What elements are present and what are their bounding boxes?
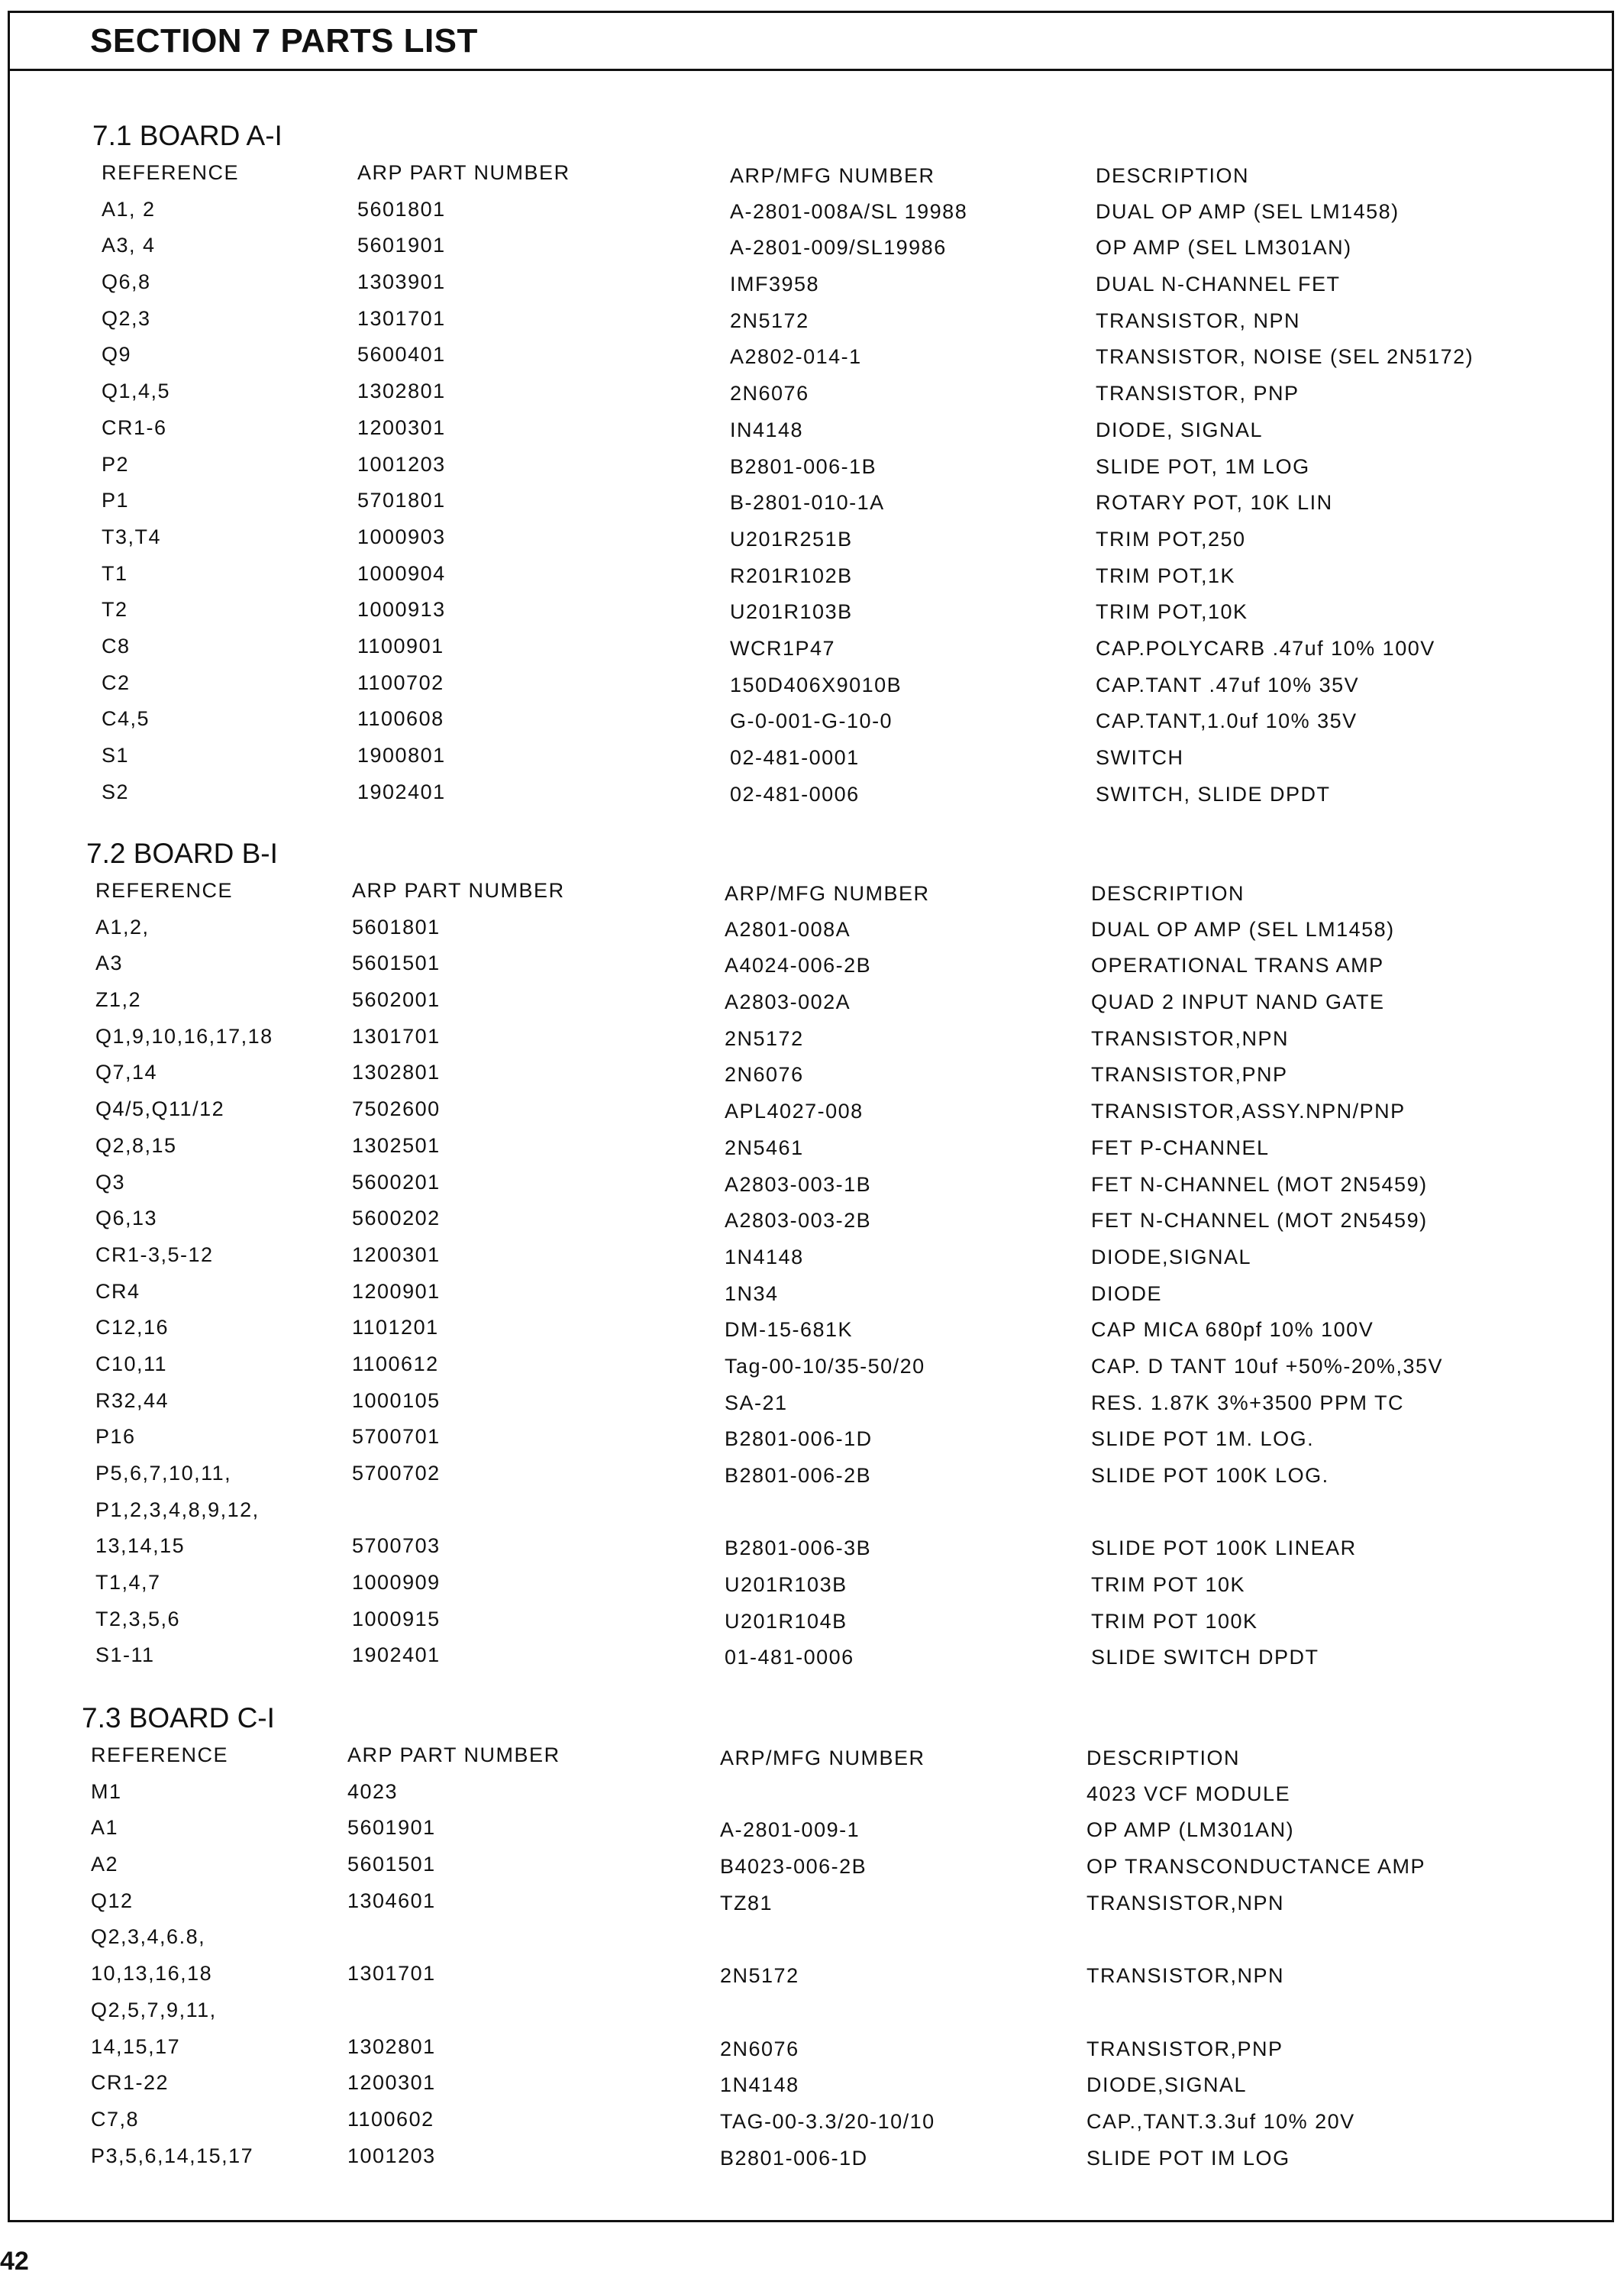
board-section-title: 7.3 BOARD C-I: [82, 1702, 275, 1734]
reference-cell: P3,5,6,14,15,17: [91, 2144, 254, 2167]
reference-cell: S1-11: [95, 1643, 155, 1667]
description-cell: CAP MICA 680pf 10% 100V: [1091, 1318, 1374, 1342]
table-row: [10, 738, 1612, 774]
table-row: [10, 1310, 1612, 1346]
description-cell: TRIM POT,10K: [1096, 600, 1248, 624]
reference-cell: A1,2,: [95, 915, 150, 939]
reference-cell: C2: [102, 670, 131, 694]
mfg-number-cell: B2801-006-1D: [720, 2146, 868, 2170]
reference-cell: P1: [102, 489, 130, 512]
mfg-number-cell: B4023-006-2B: [720, 1855, 867, 1879]
table-row: [10, 1637, 1612, 1674]
mfg-number-cell: U201R104B: [725, 1609, 848, 1633]
reference-cell: A3: [95, 952, 124, 975]
table-row: [10, 1128, 1612, 1165]
reference-cell: Q7,14: [95, 1061, 158, 1084]
table-row: [10, 1456, 1612, 1492]
mfg-number-cell: A2803-002A: [725, 990, 851, 1014]
arp-part-number-cell: 1302801: [357, 380, 446, 403]
reference-cell: Q2,3,4,6.8,: [91, 1925, 206, 1949]
description-cell: DIODE,SIGNAL: [1091, 1245, 1252, 1268]
table-row: [10, 701, 1612, 738]
mfg-number-cell: 2N5172: [720, 1964, 799, 1988]
mfg-number-cell: A2801-008A: [725, 917, 851, 941]
table-row: [10, 1774, 1612, 1811]
reference-cell: T1,4,7: [95, 1571, 161, 1595]
reference-cell: Q9: [102, 343, 132, 367]
column-header: ARP/MFG NUMBER: [730, 164, 935, 187]
description-cell: SLIDE POT IM LOG: [1086, 2146, 1290, 2170]
description-cell: CAP.TANT,1.0uf 10% 35V: [1096, 709, 1358, 733]
mfg-number-cell: B2801-006-2B: [725, 1464, 872, 1487]
description-cell: OP TRANSCONDUCTANCE AMP: [1086, 1855, 1426, 1879]
arp-part-number-cell: 1302801: [352, 1061, 441, 1084]
page-title: SECTION 7 PARTS LIST: [90, 21, 478, 60]
mfg-number-cell: 2N5172: [730, 309, 809, 332]
description-cell: TRANSISTOR,NPN: [1091, 1026, 1290, 1050]
mfg-number-cell: B2801-006-1B: [730, 454, 877, 478]
table-row: [10, 447, 1612, 483]
arp-part-number-cell: 1101201: [352, 1316, 439, 1339]
reference-cell: S2: [102, 780, 130, 803]
description-cell: DUAL OP AMP (SEL LM1458): [1091, 917, 1395, 941]
reference-cell: T1: [102, 561, 128, 585]
reference-cell: T3,T4: [102, 525, 162, 548]
mfg-number-cell: A-2801-008A/SL 19988: [730, 199, 968, 223]
table-row: [10, 1419, 1612, 1456]
arp-part-number-cell: 1301701: [352, 1024, 441, 1048]
arp-part-number-cell: 1200301: [347, 2071, 436, 2095]
table-row: [10, 1165, 1612, 1201]
reference-cell: R32,44: [95, 1388, 170, 1412]
description-cell: FET N-CHANNEL (MOT 2N5459): [1091, 1209, 1428, 1233]
table-row: [10, 1237, 1612, 1274]
mfg-number-cell: A-2801-009-1: [720, 1818, 860, 1842]
reference-cell: Q1,9,10,16,17,18: [95, 1024, 273, 1048]
mfg-number-cell: 2N5172: [725, 1026, 804, 1050]
description-cell: TRIM POT,250: [1096, 527, 1246, 551]
column-header-row: [10, 1737, 1612, 1774]
table-row: [10, 337, 1612, 373]
table-row: [10, 1528, 1612, 1565]
arp-part-number-cell: 1100602: [347, 2107, 434, 2131]
reference-cell: M1: [91, 1779, 122, 1803]
description-cell: TRANSISTOR, NPN: [1096, 309, 1301, 332]
arp-part-number-cell: 1200301: [352, 1242, 441, 1266]
table-row: [10, 556, 1612, 593]
board-section-1: [10, 117, 1612, 810]
description-cell: SLIDE SWITCH DPDT: [1091, 1646, 1319, 1669]
reference-cell: Q3: [95, 1170, 126, 1194]
arp-part-number-cell: 5700703: [352, 1534, 441, 1558]
table-row: [10, 1992, 1612, 2029]
table-row: [10, 228, 1612, 264]
mfg-number-cell: 1N4148: [725, 1245, 804, 1268]
description-cell: TRANSISTOR,PNP: [1091, 1063, 1288, 1087]
arp-part-number-cell: 1000915: [352, 1607, 441, 1630]
mfg-number-cell: A4024-006-2B: [725, 954, 872, 977]
reference-cell: S1: [102, 744, 130, 767]
description-cell: SLIDE POT 100K LOG.: [1091, 1464, 1329, 1487]
reference-cell: C8: [102, 634, 131, 658]
mfg-number-cell: A2803-003-2B: [725, 1209, 872, 1233]
mfg-number-cell: DM-15-681K: [725, 1318, 854, 1342]
description-cell: SWITCH, SLIDE DPDT: [1096, 782, 1331, 806]
mfg-number-cell: B-2801-010-1A: [730, 491, 885, 515]
description-cell: ROTARY POT, 10K LIN: [1096, 491, 1333, 515]
mfg-number-cell: U201R103B: [730, 600, 853, 624]
description-cell: QUAD 2 INPUT NAND GATE: [1091, 990, 1385, 1014]
description-cell: OP AMP (SEL LM301AN): [1096, 236, 1352, 260]
table-row: [10, 2102, 1612, 2138]
mfg-number-cell: 02-481-0006: [730, 782, 860, 806]
arp-part-number-cell: 4023: [347, 1779, 399, 1803]
description-cell: CAP.TANT .47uf 10% 35V: [1096, 673, 1360, 696]
mfg-number-cell: IMF3958: [730, 273, 820, 296]
arp-part-number-cell: 1902401: [352, 1643, 441, 1667]
description-cell: 4023 VCF MODULE: [1086, 1782, 1291, 1805]
description-cell: DIODE: [1091, 1281, 1163, 1305]
arp-part-number-cell: 1001203: [357, 452, 446, 476]
description-cell: FET P-CHANNEL: [1091, 1136, 1270, 1159]
reference-cell: C7,8: [91, 2107, 140, 2131]
table-row: [10, 1019, 1612, 1055]
table-row: [10, 1919, 1612, 1956]
arp-part-number-cell: 7502600: [352, 1097, 441, 1121]
board-section-2: [10, 835, 1612, 1674]
description-cell: CAP.POLYCARB .47uf 10% 100V: [1096, 636, 1435, 660]
arp-part-number-cell: 5601901: [357, 234, 446, 257]
description-cell: OP AMP (LM301AN): [1086, 1818, 1295, 1842]
reference-cell: 10,13,16,18: [91, 1962, 213, 1986]
table-row: [10, 1383, 1612, 1420]
mfg-number-cell: R201R102B: [730, 564, 853, 587]
mfg-number-cell: TAG-00-3.3/20-10/10: [720, 2109, 935, 2133]
arp-part-number-cell: 5701801: [357, 489, 446, 512]
arp-part-number-cell: 5600202: [352, 1207, 441, 1230]
arp-part-number-cell: 5700702: [352, 1462, 441, 1485]
description-cell: TRANSISTOR, NOISE (SEL 2N5172): [1096, 345, 1474, 369]
description-cell: TRANSISTOR,ASSY.NPN/PNP: [1091, 1100, 1406, 1123]
reference-cell: CR4: [95, 1279, 140, 1303]
reference-cell: Q2,5,7,9,11,: [91, 1998, 217, 2021]
arp-part-number-cell: 1000903: [357, 525, 446, 548]
reference-cell: Q6,8: [102, 270, 151, 294]
table-row: [10, 1055, 1612, 1091]
arp-part-number-cell: 1902401: [357, 780, 446, 803]
description-cell: TRANSISTOR, PNP: [1096, 382, 1300, 406]
reference-cell: P1,2,3,4,8,9,12,: [95, 1498, 260, 1521]
mfg-number-cell: IN4148: [730, 418, 804, 441]
table-row: [10, 1565, 1612, 1601]
arp-part-number-cell: 5601801: [352, 915, 441, 939]
table-row: [10, 1200, 1612, 1237]
mfg-number-cell: APL4027-008: [725, 1100, 864, 1123]
description-cell: TRANSISTOR,NPN: [1086, 1964, 1285, 1988]
table-row: [10, 1274, 1612, 1310]
reference-cell: C10,11: [95, 1352, 168, 1375]
arp-part-number-cell: 5602001: [352, 988, 441, 1012]
mfg-number-cell: B2801-006-3B: [725, 1536, 872, 1560]
table-row: [10, 665, 1612, 702]
column-header-row: [10, 155, 1612, 192]
reference-cell: A3, 4: [102, 234, 156, 257]
arp-part-number-cell: 1302501: [352, 1133, 441, 1157]
reference-cell: A1, 2: [102, 197, 156, 221]
description-cell: TRIM POT 10K: [1091, 1573, 1246, 1597]
table-row: [10, 301, 1612, 338]
column-header-row: [10, 873, 1612, 910]
reference-cell: Q6,13: [95, 1207, 158, 1230]
table-row: [10, 945, 1612, 982]
description-cell: FET N-CHANNEL (MOT 2N5459): [1091, 1172, 1428, 1196]
table-row: [10, 2029, 1612, 2066]
reference-cell: Q12: [91, 1889, 134, 1912]
arp-part-number-cell: 1301701: [357, 306, 446, 330]
description-cell: TRANSISTOR,NPN: [1086, 1891, 1285, 1915]
reference-cell: C12,16: [95, 1316, 170, 1339]
arp-part-number-cell: 1000904: [357, 561, 446, 585]
column-header: ARP PART NUMBER: [347, 1743, 560, 1766]
arp-part-number-cell: 1900801: [357, 744, 446, 767]
table-row: [10, 1810, 1612, 1847]
arp-part-number-cell: 1200901: [352, 1279, 441, 1303]
table-row: [10, 774, 1612, 811]
description-cell: DUAL OP AMP (SEL LM1458): [1096, 199, 1400, 223]
arp-part-number-cell: 1302801: [347, 2034, 436, 2058]
board-section-title: 7.1 BOARD A-I: [92, 120, 283, 151]
column-header: DESCRIPTION: [1086, 1747, 1241, 1769]
reference-cell: P2: [102, 452, 130, 476]
mfg-number-cell: 02-481-0001: [730, 746, 860, 769]
mfg-number-cell: 2N6076: [725, 1063, 804, 1087]
reference-cell: P5,6,7,10,11,: [95, 1462, 232, 1485]
parts-list-frame: [8, 11, 1614, 2222]
arp-part-number-cell: 1200301: [357, 415, 446, 439]
mfg-number-cell: 2N6076: [720, 2037, 799, 2060]
mfg-number-cell: WCR1P47: [730, 636, 836, 660]
table-row: [10, 1091, 1612, 1128]
arp-part-number-cell: 1000105: [352, 1388, 441, 1412]
arp-part-number-cell: 5601501: [352, 952, 441, 975]
reference-cell: T2,3,5,6: [95, 1607, 181, 1630]
table-row: [10, 410, 1612, 447]
column-header: ARP PART NUMBER: [352, 879, 565, 902]
column-header: REFERENCE: [91, 1743, 229, 1766]
arp-part-number-cell: 1100608: [357, 707, 444, 731]
description-cell: CAP.,TANT.3.3uf 10% 20V: [1086, 2109, 1355, 2133]
reference-cell: Q2,8,15: [95, 1133, 177, 1157]
description-cell: TRIM POT 100K: [1091, 1609, 1258, 1633]
table-row: [10, 483, 1612, 519]
column-header: ARP PART NUMBER: [357, 161, 570, 184]
arp-part-number-cell: 1000913: [357, 598, 446, 622]
reference-cell: Q4/5,Q11/12: [95, 1097, 225, 1121]
column-header: DESCRIPTION: [1096, 164, 1250, 187]
reference-cell: P16: [95, 1425, 136, 1449]
reference-cell: 13,14,15: [95, 1534, 186, 1558]
mfg-number-cell: B2801-006-1D: [725, 1427, 873, 1451]
mfg-number-cell: U201R103B: [725, 1573, 848, 1597]
arp-part-number-cell: 1100901: [357, 634, 444, 658]
mfg-number-cell: A2803-003-1B: [725, 1172, 872, 1196]
column-header: REFERENCE: [95, 879, 234, 902]
reference-cell: 14,15,17: [91, 2034, 181, 2058]
column-header: ARP/MFG NUMBER: [725, 882, 930, 905]
table-row: [10, 264, 1612, 301]
mfg-number-cell: 2N6076: [730, 382, 809, 406]
mfg-number-cell: A-2801-009/SL19986: [730, 236, 947, 260]
table-row: [10, 1492, 1612, 1529]
mfg-number-cell: U201R251B: [730, 527, 853, 551]
mfg-number-cell: 1N4148: [720, 2073, 799, 2097]
table-row: [10, 910, 1612, 946]
table-row: [10, 2138, 1612, 2175]
column-header: REFERENCE: [102, 161, 240, 184]
table-row: [10, 628, 1612, 665]
description-cell: CAP. D TANT 10uf +50%-20%,35V: [1091, 1354, 1443, 1378]
description-cell: SLIDE POT 100K LINEAR: [1091, 1536, 1357, 1560]
reference-cell: Z1,2: [95, 988, 142, 1012]
arp-part-number-cell: 1100612: [352, 1352, 439, 1375]
column-header: DESCRIPTION: [1091, 882, 1245, 905]
mfg-number-cell: 1N34: [725, 1281, 779, 1305]
arp-part-number-cell: 1100702: [357, 670, 444, 694]
table-row: [10, 1601, 1612, 1638]
board-section-3: [10, 1699, 1612, 2174]
arp-part-number-cell: 5601801: [357, 197, 446, 221]
arp-part-number-cell: 5601901: [347, 1816, 436, 1840]
arp-part-number-cell: 1000909: [352, 1571, 441, 1595]
arp-part-number-cell: 5600201: [352, 1170, 441, 1194]
column-header: ARP/MFG NUMBER: [720, 1747, 925, 1769]
arp-part-number-cell: 1304601: [347, 1889, 436, 1912]
reference-cell: T2: [102, 598, 128, 622]
arp-part-number-cell: 5600401: [357, 343, 446, 367]
table-row: [10, 982, 1612, 1019]
table-row: [10, 592, 1612, 628]
mfg-number-cell: TZ81: [720, 1891, 773, 1915]
table-row: [10, 519, 1612, 556]
description-cell: SLIDE POT, 1M LOG: [1096, 454, 1310, 478]
description-cell: SLIDE POT 1M. LOG.: [1091, 1427, 1315, 1451]
mfg-number-cell: SA-21: [725, 1391, 788, 1414]
table-row: [10, 373, 1612, 410]
reference-cell: CR1-3,5-12: [95, 1242, 214, 1266]
reference-cell: A1: [91, 1816, 119, 1840]
description-cell: DUAL N-CHANNEL FET: [1096, 273, 1341, 296]
description-cell: RES. 1.87K 3%+3500 PPM TC: [1091, 1391, 1404, 1414]
arp-part-number-cell: 1301701: [347, 1962, 436, 1986]
reference-cell: A2: [91, 1853, 119, 1876]
reference-cell: CR1-22: [91, 2071, 170, 2095]
reference-cell: CR1-6: [102, 415, 167, 439]
mfg-number-cell: 150D406X9010B: [730, 673, 902, 696]
table-row: [10, 2065, 1612, 2102]
mfg-number-cell: Tag-00-10/35-50/20: [725, 1354, 925, 1378]
arp-part-number-cell: 5601501: [347, 1853, 436, 1876]
description-cell: DIODE,SIGNAL: [1086, 2073, 1248, 2097]
mfg-number-cell: 01-481-0006: [725, 1646, 854, 1669]
description-cell: SWITCH: [1096, 746, 1184, 769]
arp-part-number-cell: 1001203: [347, 2144, 436, 2167]
mfg-number-cell: G-0-001-G-10-0: [730, 709, 893, 733]
arp-part-number-cell: 1303901: [357, 270, 446, 294]
table-row: [10, 1883, 1612, 1920]
page-number: 42: [0, 2247, 29, 2276]
mfg-number-cell: A2802-014-1: [730, 345, 862, 369]
description-cell: OPERATIONAL TRANS AMP: [1091, 954, 1384, 977]
description-cell: TRANSISTOR,PNP: [1086, 2037, 1283, 2060]
description-cell: DIODE, SIGNAL: [1096, 418, 1264, 441]
table-row: [10, 192, 1612, 228]
reference-cell: C4,5: [102, 707, 150, 731]
table-row: [10, 1346, 1612, 1383]
table-row: [10, 1847, 1612, 1883]
board-section-title: 7.2 BOARD B-I: [86, 838, 278, 869]
section-header: [10, 13, 1612, 71]
reference-cell: Q1,4,5: [102, 380, 171, 403]
mfg-number-cell: 2N5461: [725, 1136, 804, 1159]
table-row: [10, 1956, 1612, 1992]
description-cell: TRIM POT,1K: [1096, 564, 1236, 587]
reference-cell: Q2,3: [102, 306, 151, 330]
arp-part-number-cell: 5700701: [352, 1425, 441, 1449]
